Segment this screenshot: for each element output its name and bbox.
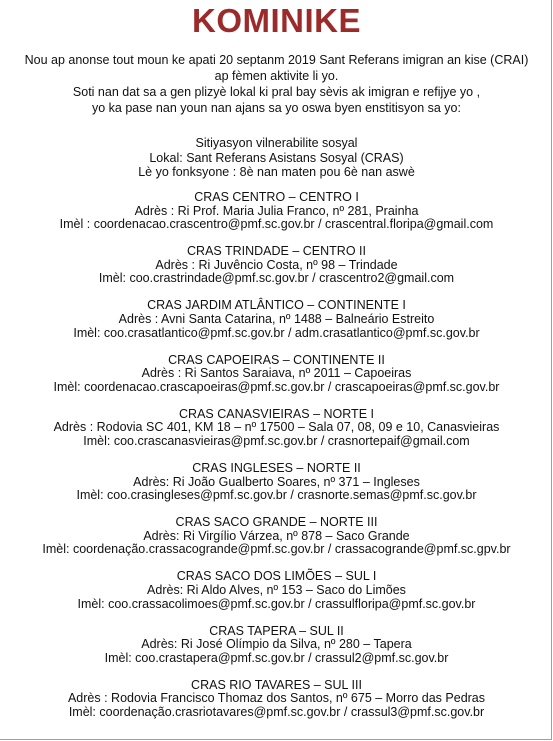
cras-email[interactable]: Imèl: coordenacao.crascapoeiras@pmf.sc.gov.br / crascapoeiras@pmf.sc.gov.br xyxy=(53,379,500,394)
cras-entry xyxy=(0,354,553,408)
cras-name: CRAS CANASVIEIRAS – NORTE I xyxy=(179,406,374,421)
cras-entry xyxy=(0,516,553,570)
page-title: KOMINIKE xyxy=(192,2,361,39)
cras-name: CRAS CAPOEIRAS – CONTINENTE II xyxy=(168,352,385,367)
intro-line: Soti nan dat sa a gen plizyè lokal ki pral bay sèvis ak imigran e refijye yo , xyxy=(72,85,481,99)
cras-address: Adrès: Ri Virgílio Várzea, nº 878 – Saco Grande xyxy=(143,528,410,543)
cras-address: Adrès : Ri Prof. Maria Julia Franco, nº 281, Prainha xyxy=(134,203,419,218)
cras-address: Adrès : Avni Santa Catarina, nº 1488 – Balneário Estreito xyxy=(118,311,435,326)
cras-address: Adrès: Ri José Olímpio da Silva, nº 280 – Tapera xyxy=(141,637,412,652)
cras-entry xyxy=(0,245,553,299)
cras-email[interactable]: Imèl: coo.crasingleses@pmf.sc.gov.br / crasnorte.semas@pmf.sc.gov.br xyxy=(76,488,477,503)
cras-address: Adrès: Ri João Gualberto Soares, nº 371 – Ingleses xyxy=(133,474,420,489)
situation-hours: Lè yo fonksyone : 8è nan maten pou 6è nan aswè xyxy=(138,165,415,179)
intro-paragraph xyxy=(0,52,553,116)
cras-name: CRAS CENTRO – CENTRO I xyxy=(194,190,359,204)
cras-name: CRAS INGLESES – NORTE II xyxy=(192,460,361,475)
cras-address: Adrès: Ri Aldo Alves, nº 153 – Saco do Limões xyxy=(147,582,406,597)
situation-heading: Sitiyasyon vilnerabilite sosyal xyxy=(195,136,358,150)
cras-email[interactable]: Imèl : coordenacao.crascentro@pmf.sc.gov.br / crascentral.floripa@gmail.com xyxy=(59,217,494,232)
intro-line: yo ka pase nan youn nan ajans sa yo oswa byen enstitisyon sa yo: xyxy=(92,101,461,115)
cras-name: CRAS SACO GRANDE – NORTE III xyxy=(175,515,378,530)
situation-location: Lokal: Sant Referans Asistans Sosyal (CRAS) xyxy=(149,150,404,165)
cras-name: CRAS RIO TAVARES – SUL III xyxy=(191,677,362,692)
cras-entry xyxy=(0,299,553,353)
cras-entry xyxy=(0,625,553,679)
cras-entry xyxy=(0,462,553,516)
cras-entry xyxy=(0,679,553,733)
cras-entry xyxy=(0,408,553,462)
situation-section xyxy=(0,136,553,180)
cras-email[interactable]: Imèl: coo.crassacolimoes@pmf.sc.gov.br / crassulfloripa@pmf.sc.gov.br xyxy=(77,596,476,611)
cras-email[interactable]: Imèl: coordenação.crasriotavares@pmf.sc.gov.br / crassul3@pmf.sc.gov.br xyxy=(68,704,485,719)
cras-email[interactable]: Imèl: coo.crasatlantico@pmf.sc.gov.br / adm.crasatlantico@pmf.sc.gov.br xyxy=(73,325,480,340)
cras-name: CRAS TRINDADE – CENTRO II xyxy=(187,244,366,259)
cras-address: Adrès : Rodovia Francisco Thomaz dos Santos, nº 675 – Morro das Pedras xyxy=(67,691,486,706)
cras-address: Adrès : Ri Juvêncio Costa, nº 98 – Trindade xyxy=(155,257,398,272)
cras-list xyxy=(0,191,553,733)
intro-line: ap fèmen aktivite li yo. xyxy=(214,69,339,83)
intro-line: Nou ap anonse tout moun ke apati 20 septanm 2019 Sant Referans imigran an kise (CRAI) xyxy=(24,53,529,67)
cras-entry xyxy=(0,570,553,624)
cras-name: CRAS TAPERA – SUL II xyxy=(209,623,344,638)
cras-entry xyxy=(0,191,553,245)
cras-address: Adrès : Ri Santos Saraiava, nº 2011 – Capoeiras xyxy=(141,366,412,381)
cras-email[interactable]: Imèl: coordenação.crassacogrande@pmf.sc.gov.br / crassacogrande@pmf.sc.gpv.br xyxy=(42,542,511,557)
cras-email[interactable]: Imèl: coo.crastapera@pmf.sc.gov.br / crassul2@pmf.sc.gov.br xyxy=(104,650,449,665)
cras-name: CRAS JARDIM ATLÂNTICO – CONTINENTE I xyxy=(147,298,406,313)
cras-email[interactable]: Imèl: coo.crascanasvieiras@pmf.sc.gov.br / crasnortepaif@gmail.com xyxy=(83,433,470,448)
cras-email[interactable]: Imèl: coo.crastrindade@pmf.sc.gov.br / crascentro2@gmail.com xyxy=(98,271,455,286)
cras-address: Adrès : Rodovia SC 401, KM 18 – nº 17500 – Sala 07, 08, 09 e 10, Canasvieiras xyxy=(53,420,500,435)
cras-name: CRAS SACO DOS LIMÕES – SUL I xyxy=(176,569,377,584)
